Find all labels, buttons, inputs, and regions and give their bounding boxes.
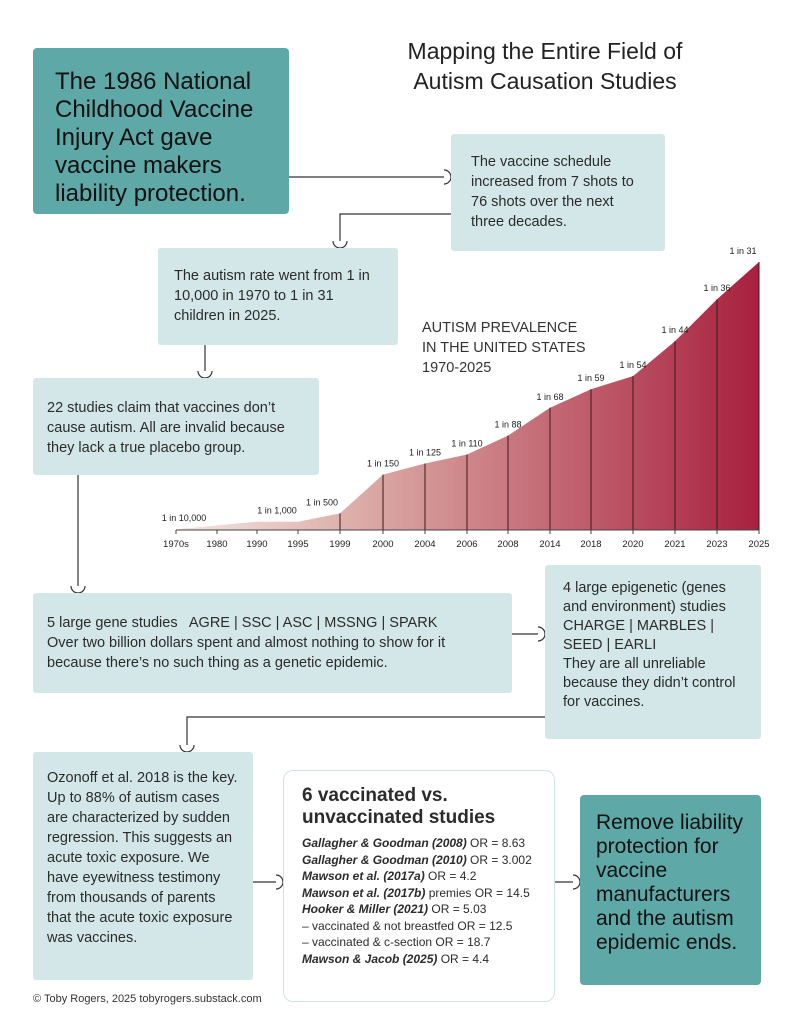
study-row <box>302 852 536 869</box>
study-citation: Gallagher & Goodman (2008) <box>302 836 467 850</box>
study-result: – vaccinated & not breastfed OR = 12.5 <box>302 918 513 933</box>
x-tick-label: 2006 <box>456 539 478 550</box>
gene-studies-intro: 5 large gene studies <box>47 615 178 631</box>
ozonoff-box: Ozonoff et al. 2018 is the key. Up to 88% of autism cases are characterized by sudden regression. This suggests an acute toxic exposure. We have eyewitness testimony from thousands of parents that the acute toxic exposure was vaccines. <box>33 752 253 980</box>
study-result: premies OR = 14.5 <box>425 885 530 900</box>
x-tick-label: 1990 <box>246 539 268 550</box>
epigenetic-text: They are all unreliable because they didn’t control for vaccines. <box>563 656 736 710</box>
gene-studies-text: Over two billion dollars spent and almost nothing to show for it because there’s no such thing as a genetic epidemic. <box>47 635 446 671</box>
data-label: 1 in 150 <box>366 458 400 469</box>
study-result: OR = 4.4 <box>437 951 490 966</box>
chart-title <box>422 318 586 378</box>
title-line-1: Mapping the Entire Field of <box>407 38 683 64</box>
gene-studies-names: AGRE | SSC | ASC | MSSNG | SPARK <box>188 615 438 631</box>
data-label: 1 in 1,000 <box>257 505 297 516</box>
data-label: 1 in 10,000 <box>161 513 207 524</box>
study-row <box>302 868 536 885</box>
x-tick-label: 2004 <box>414 539 436 550</box>
x-tick-label: 1970s <box>163 539 189 550</box>
x-tick-label: 2020 <box>622 539 644 550</box>
autism-rate-box: The autism rate went from 1 in 10,000 in 1970 to 1 in 31 children in 2025. <box>158 248 398 345</box>
data-label: 1 in 500 <box>305 497 339 508</box>
schedule-box: The vaccine schedule increased from 7 shots to 76 shots over the next three decades. <box>451 134 665 251</box>
gene-studies-box <box>33 593 512 693</box>
study-row <box>302 918 536 935</box>
data-label: 1 in 110 <box>451 438 483 449</box>
six-studies-title <box>302 785 536 829</box>
chart-title-line-3: 1970-2025 <box>422 360 492 376</box>
study-result: OR = 5.03 <box>428 902 487 916</box>
epigenetic-studies-box <box>545 565 761 739</box>
chart-title-line-2: IN THE UNITED STATES <box>422 340 586 356</box>
study-result: – vaccinated & c-section OR = 18.7 <box>302 935 491 949</box>
x-tick-label: 2008 <box>497 539 519 550</box>
study-citation: Gallagher & Goodman (2010) <box>302 852 467 867</box>
x-tick-label: 2021 <box>664 539 686 550</box>
x-tick-label: 1995 <box>287 539 309 550</box>
study-result: OR = 3.002 <box>466 852 532 867</box>
x-tick-label: 1980 <box>206 539 228 550</box>
study-row <box>302 885 536 902</box>
six-studies-list <box>302 835 536 967</box>
x-tick-label: 2000 <box>372 539 394 550</box>
x-tick-label: 1999 <box>329 539 351 550</box>
data-label: 1 in 44 <box>661 325 689 336</box>
x-tick-label: 2014 <box>539 539 561 550</box>
study-row <box>302 951 536 968</box>
data-label: 1 in 36 <box>703 283 731 294</box>
study-citation: Mawson et al. (2017a) <box>302 869 425 883</box>
remove-liability-box: Remove liability protection for vaccine manufacturers and the autism epidemic ends. <box>580 795 761 985</box>
six-studies-title-line-2: unvaccinated studies <box>302 807 496 828</box>
x-tick-label: 2018 <box>580 539 602 550</box>
study-result: OR = 8.63 <box>466 836 526 850</box>
data-label: 1 in 59 <box>577 373 605 384</box>
study-row <box>302 934 536 951</box>
study-citation: Hooker & Miller (2021) <box>302 902 429 916</box>
study-row <box>302 901 536 918</box>
study-citation: Mawson & Jacob (2025) <box>302 951 438 966</box>
study-row <box>302 835 536 852</box>
data-label: 1 in 31 <box>729 246 757 256</box>
chart-title-line-1: AUTISM PREVALENCE <box>422 320 578 336</box>
liability-box: The 1986 National Childhood Vaccine Injury Act gave vaccine makers liability protection. <box>33 48 289 214</box>
data-label: 1 in 88 <box>494 419 522 430</box>
six-studies-box <box>283 770 555 1002</box>
title-line-2: Autism Causation Studies <box>413 68 677 94</box>
footer-credit: © Toby Rogers, 2025 tobyrogers.substack.com <box>33 993 262 1005</box>
data-label: 1 in 54 <box>619 360 647 371</box>
study-citation: Mawson et al. (2017b) <box>302 885 426 900</box>
data-label: 1 in 125 <box>408 447 442 458</box>
x-tick-label: 2023 <box>706 539 728 550</box>
epigenetic-intro: 4 large epigenetic (genes and environment) studies <box>563 580 726 615</box>
study-result: OR = 4.2 <box>424 869 477 883</box>
six-studies-title-line-1: 6 vaccinated vs. <box>302 785 448 806</box>
x-tick-label: 2025 <box>748 539 770 550</box>
epigenetic-names: CHARGE | MARBLES | SEED | EARLI <box>563 618 714 653</box>
data-label: 1 in 68 <box>536 391 564 402</box>
twenty-two-studies-box: 22 studies claim that vaccines don’t cause autism. All are invalid because they lack a true placebo group. <box>33 378 319 475</box>
